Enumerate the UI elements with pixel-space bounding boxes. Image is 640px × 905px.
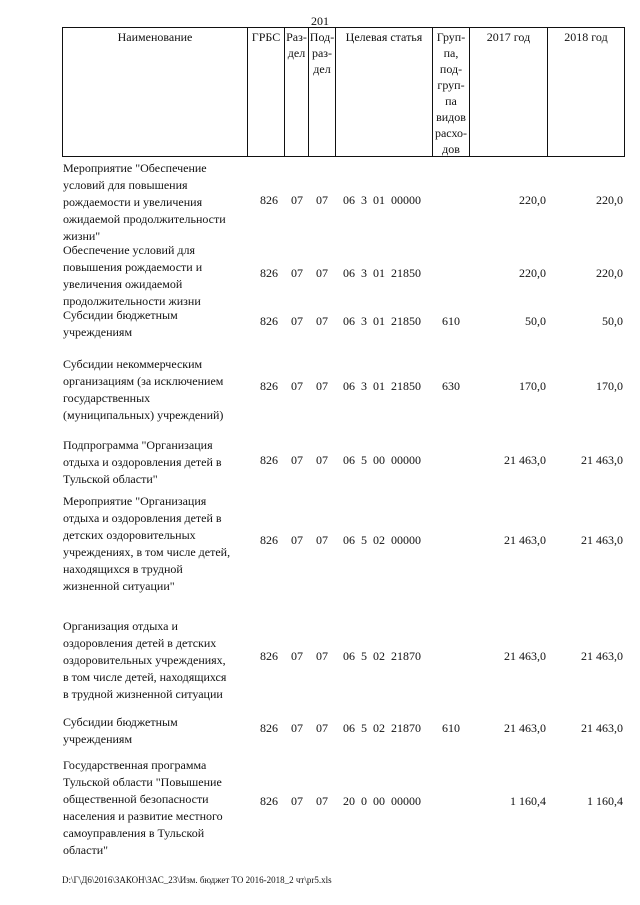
file-path-footer: D:\Г\Д6\2016\ЗАКОН\ЗАС_23\Изм. бюджет ТО 2016-2018_2 чт\pr5.xls [62,875,332,885]
row-2018: 21 463,0 [581,533,623,547]
row-razdel: 07 [291,314,303,328]
row-name: Подпрограмма "Организация отдыха и оздоровления детей в Тульской области" [63,438,222,486]
row-grp: 610 [442,314,460,328]
row-2017: 50,0 [525,314,546,328]
row-grbs: 826 [260,379,278,393]
row-grp: 610 [442,721,460,735]
header-tsel: Целевая статья [335,27,432,157]
header-2018: 2018 год [547,27,625,157]
header-razdel: Раз- дел [284,27,308,157]
row-razdel: 07 [291,721,303,735]
row-tsel: 06 5 02 00000 [343,533,421,547]
row-name: Организация отдыха и оздоровления детей в детских оздоровительных учреждениях, в том числе детей, находящихся в трудной жизненной ситуации [63,619,227,701]
row-tsel: 06 3 01 00000 [343,193,421,207]
row-2018: 1 160,4 [587,794,623,808]
table-row [0,242,640,308]
row-podrazdel: 07 [316,266,328,280]
row-name: Мероприятие "Обеспечение условий для повышения рождаемости и увеличения ожидаемой продолжительности жизни" [63,161,226,243]
table-row [0,493,640,595]
row-tsel: 06 3 01 21850 [343,314,421,328]
page-number: 201 [311,14,329,28]
row-2018: 21 463,0 [581,453,623,467]
row-grbs: 826 [260,193,278,207]
row-name: Субсидии бюджетным учреждениям [63,715,178,746]
header-podrazdel: Под- раз- дел [308,27,335,157]
row-2018: 50,0 [602,314,623,328]
row-2017: 21 463,0 [504,453,546,467]
row-2017: 21 463,0 [504,533,546,547]
table-row [0,437,640,489]
row-tsel: 06 5 02 21870 [343,649,421,663]
row-grbs: 826 [260,721,278,735]
row-2017: 220,0 [519,193,546,207]
table-row [0,757,640,859]
row-tsel: 06 3 01 21850 [343,379,421,393]
row-tsel: 06 3 01 21850 [343,266,421,280]
header-grbs: ГРБС [247,27,284,157]
row-podrazdel: 07 [316,794,328,808]
row-podrazdel: 07 [316,314,328,328]
row-2018: 220,0 [596,266,623,280]
row-2018: 170,0 [596,379,623,393]
row-podrazdel: 07 [316,649,328,663]
row-podrazdel: 07 [316,533,328,547]
row-razdel: 07 [291,794,303,808]
row-podrazdel: 07 [316,379,328,393]
row-2018: 21 463,0 [581,721,623,735]
row-name: Субсидии некоммерческим организациям (за исключением государственных (муниципальных) учреждений) [63,357,224,422]
header-grp: Груп- па, под- груп- па видов расхо- дов [432,27,469,157]
header-name: Наименование [62,27,247,157]
row-podrazdel: 07 [316,193,328,207]
row-podrazdel: 07 [316,453,328,467]
row-razdel: 07 [291,193,303,207]
header-2017: 2017 год [469,27,547,157]
row-2017: 21 463,0 [504,721,546,735]
row-grbs: 826 [260,533,278,547]
row-tsel: 06 5 00 00000 [343,453,421,467]
row-grbs: 826 [260,314,278,328]
row-name: Мероприятие "Организация отдыха и оздоровления детей в детских оздоровительных учреждениях, в том числе детей, находящихся в трудной жизненной ситуации" [63,494,231,593]
row-2017: 1 160,4 [510,794,546,808]
row-grbs: 826 [260,453,278,467]
table-row [0,356,640,426]
row-tsel: 06 5 02 21870 [343,721,421,735]
row-grbs: 826 [260,649,278,663]
row-name: Государственная программа Тульской области "Повышение общественной безопасности населения и развитие местного самоуправления в Тульской области" [63,758,223,857]
row-razdel: 07 [291,453,303,467]
row-razdel: 07 [291,266,303,280]
row-2018: 220,0 [596,193,623,207]
row-podrazdel: 07 [316,721,328,735]
row-razdel: 07 [291,533,303,547]
table-row [0,160,640,243]
row-razdel: 07 [291,379,303,393]
table-row [0,618,640,704]
row-2017: 170,0 [519,379,546,393]
row-2018: 21 463,0 [581,649,623,663]
row-tsel: 20 0 00 00000 [343,794,421,808]
row-grbs: 826 [260,266,278,280]
row-name: Обеспечение условий для повышения рождаемости и увеличения ожидаемой продолжительности жизни [63,243,203,308]
row-grp: 630 [442,379,460,393]
row-grbs: 826 [260,794,278,808]
row-name: Субсидии бюджетным учреждениям [63,308,178,339]
row-razdel: 07 [291,649,303,663]
row-2017: 220,0 [519,266,546,280]
row-2017: 21 463,0 [504,649,546,663]
table-row [0,714,640,750]
table-row [0,307,640,347]
